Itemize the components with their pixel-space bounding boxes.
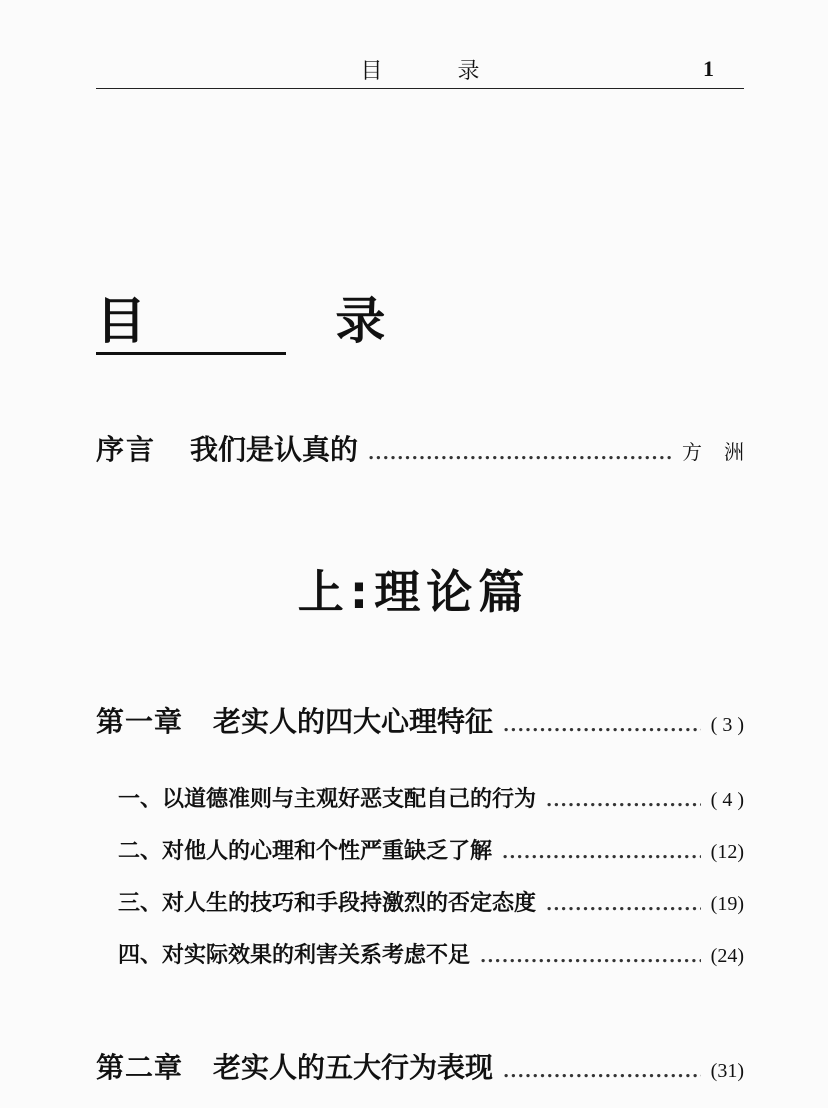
page-number: 1 bbox=[703, 56, 714, 81]
section-entry[interactable] bbox=[118, 782, 744, 813]
dot-leader bbox=[503, 1061, 701, 1082]
section-page: (12) bbox=[710, 841, 744, 863]
section-title: 三、对人生的技巧和手段持激烈的否定态度 bbox=[118, 891, 537, 916]
dot-leader bbox=[546, 894, 701, 915]
chapter-title: 老实人的五大行为表现 bbox=[213, 1051, 494, 1084]
preface-title: 我们是认真的 bbox=[190, 433, 359, 466]
chapter-page: (31) bbox=[710, 1060, 744, 1082]
dot-leader bbox=[368, 443, 672, 464]
chapter-number: 第一章 bbox=[96, 705, 184, 738]
preface-entry[interactable] bbox=[96, 428, 766, 468]
section-title: 四、对实际效果的利害关系考虑不足 bbox=[118, 943, 471, 968]
running-header bbox=[96, 52, 744, 89]
chapter-entry[interactable] bbox=[96, 700, 744, 740]
section-title: 一、以道德准则与主观好恶支配自己的行为 bbox=[118, 787, 537, 812]
section-title: 二、对他人的心理和个性严重缺乏了解 bbox=[118, 839, 493, 864]
chapter-title: 老实人的四大心理特征 bbox=[213, 705, 494, 738]
section-entry[interactable] bbox=[118, 834, 744, 865]
chapter-page: ( 3 ) bbox=[710, 714, 744, 736]
section-page: (24) bbox=[710, 945, 744, 967]
dot-leader bbox=[503, 715, 701, 736]
part-title: 上:理论篇 bbox=[297, 565, 531, 619]
running-header-title: 目 录 bbox=[360, 59, 514, 84]
preface-author: 方洲 bbox=[682, 440, 766, 464]
toc-heading: 目 录 bbox=[96, 290, 286, 355]
section-page: ( 4 ) bbox=[710, 789, 744, 811]
section-page: (19) bbox=[710, 893, 744, 915]
dot-leader bbox=[480, 946, 701, 967]
chapter-number: 第二章 bbox=[96, 1051, 184, 1084]
section-entry[interactable] bbox=[118, 886, 744, 917]
dot-leader bbox=[546, 790, 701, 811]
dot-leader bbox=[502, 842, 701, 863]
chapter-entry[interactable] bbox=[96, 1046, 744, 1086]
section-entry[interactable] bbox=[118, 938, 744, 969]
preface-label: 序言 bbox=[96, 433, 157, 466]
